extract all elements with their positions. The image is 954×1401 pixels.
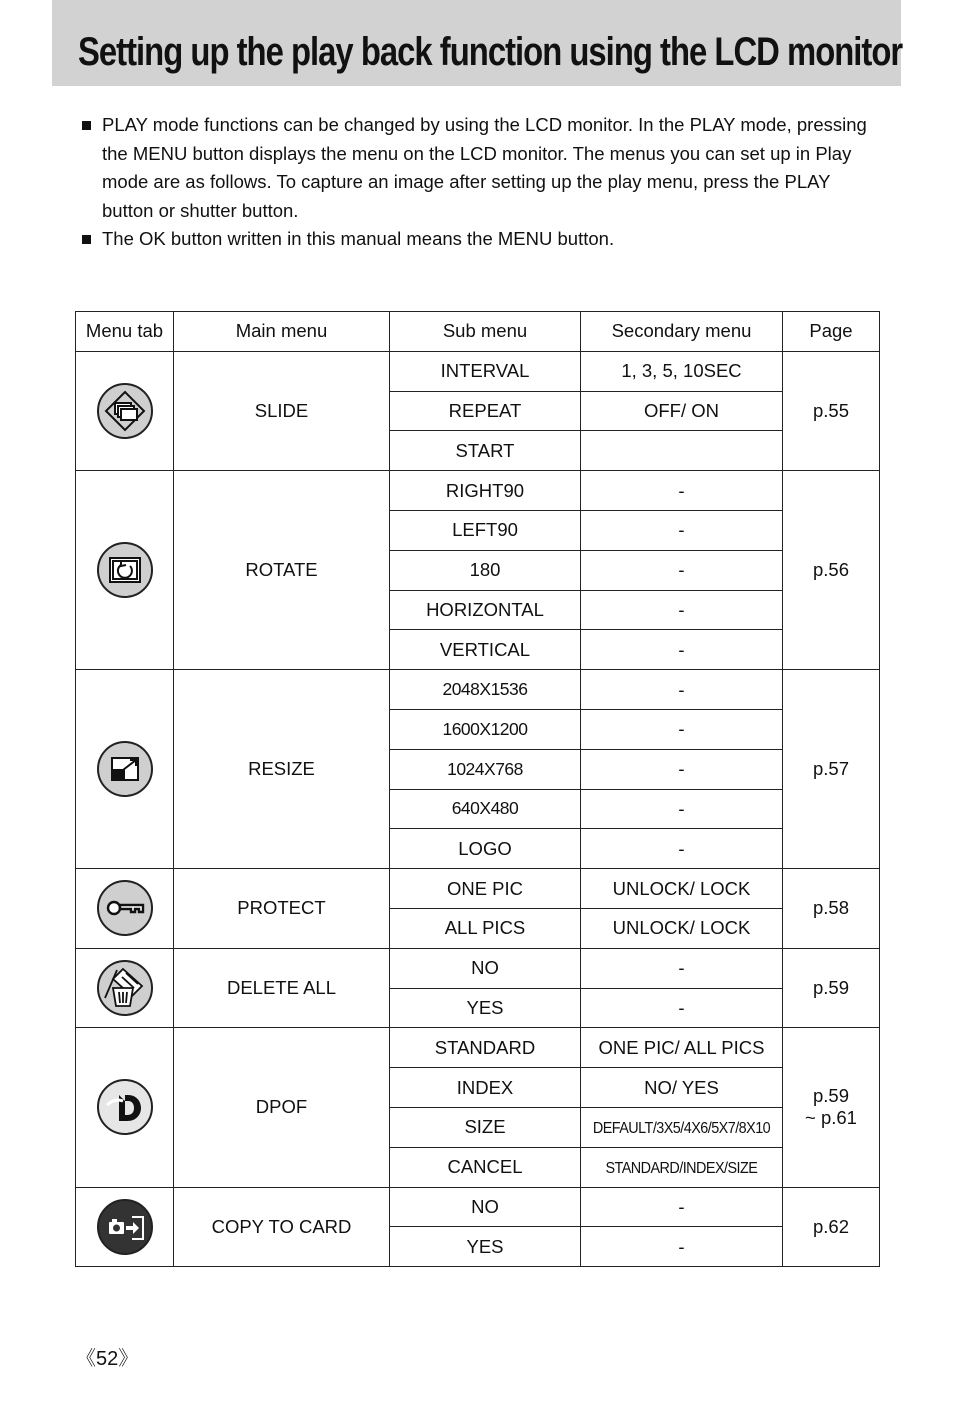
secondary-menu-cell: OFF/ ON xyxy=(581,391,783,431)
secondary-menu-cell: - xyxy=(581,550,783,590)
sub-menu-cell: 1024X768 xyxy=(390,749,581,789)
rotate-icon xyxy=(97,542,153,598)
page-number: 《52》 xyxy=(76,1348,139,1370)
page-range-start: p.59 xyxy=(812,1085,849,1107)
secondary-menu-cell: - xyxy=(581,670,783,710)
secondary-menu-cell: - xyxy=(581,749,783,789)
sub-menu-cell: YES xyxy=(390,988,581,1028)
sub-menu-cell: 640X480 xyxy=(390,789,581,829)
secondary-menu-cell: NO/ YES xyxy=(581,1068,783,1108)
secondary-menu-cell: - xyxy=(581,829,783,869)
menu-tab-cell xyxy=(76,351,174,470)
page-cell xyxy=(783,1028,880,1187)
resize-icon xyxy=(97,741,153,797)
page-cell: p.57 xyxy=(783,670,880,869)
main-menu-cell: ROTATE xyxy=(174,471,390,670)
menu-tab-cell xyxy=(76,1187,174,1267)
menu-tab-cell xyxy=(76,670,174,869)
table-header-row xyxy=(76,312,880,352)
secondary-menu-cell: - xyxy=(581,789,783,829)
page-cell: p.55 xyxy=(783,351,880,470)
menu-tab-cell xyxy=(76,1028,174,1187)
page-cell: p.62 xyxy=(783,1187,880,1267)
secondary-menu-cell: - xyxy=(581,630,783,670)
title-bar xyxy=(52,0,901,86)
sub-menu-cell: INDEX xyxy=(390,1068,581,1108)
secondary-menu-cell: - xyxy=(581,471,783,511)
secondary-menu-cell: ONE PIC/ ALL PICS xyxy=(581,1028,783,1068)
copy-to-card-icon xyxy=(97,1199,153,1255)
secondary-menu-cell: - xyxy=(581,590,783,630)
sub-menu-cell: 180 xyxy=(390,550,581,590)
secondary-menu-cell xyxy=(581,431,783,471)
intro-paragraph-2: The OK button written in this manual means the MENU button. xyxy=(102,228,615,249)
page-cell: p.56 xyxy=(783,471,880,670)
secondary-menu-cell: - xyxy=(581,510,783,550)
sub-menu-cell: NO xyxy=(390,948,581,988)
menu-tab-cell xyxy=(76,948,174,1028)
intro-bullet-2 xyxy=(80,225,880,254)
main-menu-cell: DPOF xyxy=(174,1028,390,1187)
intro-bullet-1 xyxy=(80,111,880,225)
main-menu-cell: RESIZE xyxy=(174,670,390,869)
sub-menu-cell: HORIZONTAL xyxy=(390,590,581,630)
sub-menu-cell: LEFT90 xyxy=(390,510,581,550)
menu-tab-cell xyxy=(76,471,174,670)
sub-menu-cell: CANCEL xyxy=(390,1147,581,1187)
main-menu-cell: COPY TO CARD xyxy=(174,1187,390,1267)
sub-menu-cell: INTERVAL xyxy=(390,351,581,391)
secondary-menu-text: DEFAULT/3X5/4X6/5X7/8X10 xyxy=(592,1120,771,1138)
table-row xyxy=(76,670,880,710)
main-menu-cell: PROTECT xyxy=(174,869,390,949)
sub-menu-cell: REPEAT xyxy=(390,391,581,431)
secondary-menu-cell: 1, 3, 5, 10SEC xyxy=(581,351,783,391)
secondary-menu-cell: - xyxy=(581,948,783,988)
header-sub-menu: Sub menu xyxy=(390,312,581,352)
sub-menu-cell: NO xyxy=(390,1187,581,1227)
sub-menu-cell: 2048X1536 xyxy=(390,670,581,710)
secondary-menu-cell: UNLOCK/ LOCK xyxy=(581,908,783,948)
header-page: Page xyxy=(783,312,880,352)
secondary-menu-cell: - xyxy=(581,1227,783,1267)
key-icon xyxy=(97,880,153,936)
play-menu-table xyxy=(75,311,880,1267)
table-row xyxy=(76,351,880,391)
secondary-menu-text: STANDARD/INDEX/SIZE xyxy=(605,1160,758,1178)
slide-show-icon xyxy=(97,383,153,439)
header-main-menu: Main menu xyxy=(174,312,390,352)
delete-trash-icon xyxy=(97,960,153,1016)
intro-text xyxy=(80,111,880,254)
table-row xyxy=(76,1187,880,1227)
page-range-end: ~ p.61 xyxy=(805,1107,857,1129)
secondary-menu-cell: UNLOCK/ LOCK xyxy=(581,869,783,909)
bullet-square-icon xyxy=(82,235,91,244)
sub-menu-cell: LOGO xyxy=(390,829,581,869)
secondary-menu-cell xyxy=(581,1107,783,1147)
sub-menu-cell: RIGHT90 xyxy=(390,471,581,511)
bullet-square-icon xyxy=(82,121,91,130)
table-row xyxy=(76,1028,880,1068)
menu-tab-cell xyxy=(76,869,174,949)
sub-menu-cell: YES xyxy=(390,1227,581,1267)
secondary-menu-cell: - xyxy=(581,1187,783,1227)
secondary-menu-cell xyxy=(581,1147,783,1187)
page-cell: p.59 xyxy=(783,948,880,1028)
sub-menu-cell: START xyxy=(390,431,581,471)
secondary-menu-cell: - xyxy=(581,988,783,1028)
intro-paragraph-1: PLAY mode functions can be changed by using the LCD monitor. In the PLAY mode, pressing the MENU button displays the menu on the LCD monitor. The menus you can set up in Play mode are as follows. To capture an image after setting up the play menu, press the PLAY button or shutter button. xyxy=(102,114,867,221)
page-cell: p.58 xyxy=(783,869,880,949)
table-row xyxy=(76,869,880,909)
sub-menu-cell: ALL PICS xyxy=(390,908,581,948)
table-row xyxy=(76,948,880,988)
page-title: Setting up the play back function using the LCD monitor xyxy=(78,30,903,74)
main-menu-cell: SLIDE xyxy=(174,351,390,470)
sub-menu-cell: VERTICAL xyxy=(390,630,581,670)
table-row xyxy=(76,471,880,511)
secondary-menu-cell: - xyxy=(581,709,783,749)
dpof-icon xyxy=(97,1079,153,1135)
header-menu-tab: Menu tab xyxy=(76,312,174,352)
sub-menu-cell: STANDARD xyxy=(390,1028,581,1068)
sub-menu-cell: ONE PIC xyxy=(390,869,581,909)
sub-menu-cell: SIZE xyxy=(390,1107,581,1147)
header-secondary-menu: Secondary menu xyxy=(581,312,783,352)
sub-menu-cell: 1600X1200 xyxy=(390,709,581,749)
main-menu-cell: DELETE ALL xyxy=(174,948,390,1028)
